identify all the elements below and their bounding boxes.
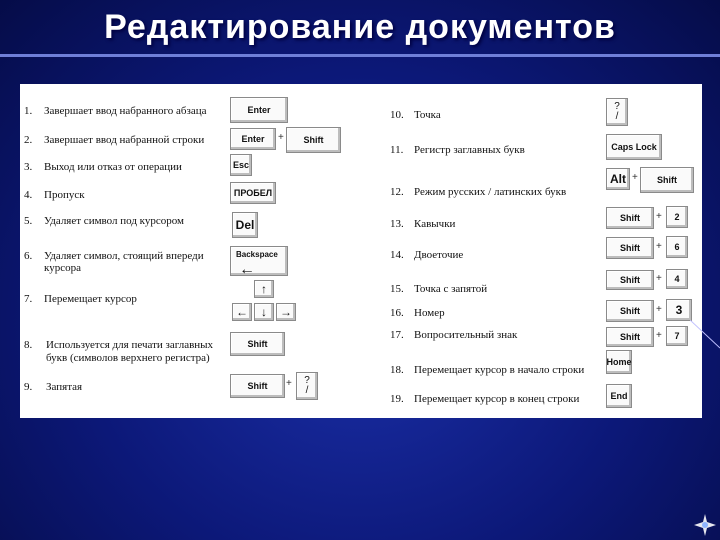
key-shift: Shift (606, 300, 654, 322)
item-number: 7. (24, 293, 33, 305)
item-description: Точка (414, 109, 441, 121)
key-question-slash: ? / (606, 98, 628, 126)
key-arrow-up: ↑ (254, 280, 274, 298)
item-number: 15. (390, 283, 404, 295)
key-shift: Shift (606, 237, 654, 259)
key-enter: Enter (230, 97, 288, 123)
key-shift: Shift (640, 167, 694, 193)
key-enter: Enter (230, 128, 276, 150)
title-underline (0, 54, 720, 57)
item-description: Перемещает курсор в начало строки (414, 364, 585, 376)
slide-title: Редактирование документов (104, 8, 616, 46)
decorative-line (690, 320, 720, 360)
plus-sign: + (656, 241, 662, 252)
key-alt: Alt (606, 168, 630, 190)
shortcut-table-panel (20, 84, 702, 418)
key-arrow-right: → (276, 303, 296, 321)
item-description: Номер (414, 307, 445, 319)
key-4: 4 (666, 269, 688, 289)
plus-sign: + (632, 172, 638, 183)
key-question-slash: ? / (296, 372, 318, 400)
plus-sign: + (278, 132, 284, 143)
plus-sign: + (656, 211, 662, 222)
item-description: Перемещает курсор (44, 293, 137, 305)
item-number: 12. (390, 186, 404, 198)
item-description: Завершает ввод набранной строки (44, 134, 205, 146)
item-description: Удаляет символ под курсором (44, 215, 184, 227)
key-arrow-left: ← (232, 303, 252, 321)
item-number: 2. (24, 134, 33, 146)
item-description: Точка с запятой (414, 283, 488, 295)
item-number: 19. (390, 393, 404, 405)
plus-sign: + (656, 304, 662, 315)
key-shift: Shift (286, 127, 341, 153)
item-description: Завершает ввод набранного абзаца (44, 105, 207, 117)
key-2: 2 (666, 206, 688, 228)
item-number: 5. (24, 215, 33, 227)
item-number: 3. (24, 161, 33, 173)
item-description: Запятая (46, 381, 83, 393)
key-shift: Shift (606, 270, 654, 290)
key-space: ПРОБЕЛ (230, 182, 276, 204)
key-caps-lock: Caps Lock (606, 134, 662, 160)
key-arrow-down: ↓ (254, 303, 274, 321)
item-number: 18. (390, 364, 404, 376)
key-del: Del (232, 212, 258, 238)
item-description: Выход или отказ от операции (44, 161, 182, 173)
plus-sign: + (286, 378, 292, 389)
item-number: 16. (390, 307, 404, 319)
key-end: End (606, 384, 632, 408)
key-shift: Shift (606, 207, 654, 229)
item-description: Вопросительный знак (414, 329, 518, 341)
key-6: 6 (666, 236, 688, 258)
item-description: Регистр заглавных букв (414, 144, 525, 156)
item-description: Двоеточие (414, 249, 464, 261)
item-number: 10. (390, 109, 404, 121)
key-shift: Shift (606, 327, 654, 347)
item-number: 11. (390, 144, 404, 156)
plus-sign: + (656, 273, 662, 284)
item-description: Пропуск (44, 189, 85, 201)
item-number: 13. (390, 218, 404, 230)
item-description: Кавычки (414, 218, 456, 230)
key-esc: Esc (230, 154, 252, 176)
item-description-cont: курсора (44, 262, 81, 274)
item-description-cont: букв (символов верхнего регистра) (46, 352, 210, 364)
item-description: Удаляет символ, стоящий впереди (44, 250, 204, 262)
item-number: 14. (390, 249, 404, 261)
key-7: 7 (666, 326, 688, 346)
item-number: 17. (390, 329, 404, 341)
item-number: 6. (24, 250, 33, 262)
arrow-left-icon: ← (239, 261, 255, 278)
key-backspace: Backspace ← (230, 246, 288, 276)
item-description: Перемещает курсор в конец строки (414, 393, 580, 405)
item-number: 4. (24, 189, 33, 201)
key-3: 3 (666, 299, 692, 321)
item-number: 1. (24, 105, 33, 117)
item-number: 9. (24, 381, 33, 393)
item-description: Режим русских / латинских букв (414, 186, 567, 198)
item-number: 8. (24, 339, 33, 351)
plus-sign: + (656, 330, 662, 341)
key-shift: Shift (230, 332, 285, 356)
key-home: Home (606, 350, 632, 374)
key-shift: Shift (230, 374, 285, 398)
item-description: Используется для печати заглавных (46, 339, 214, 351)
sparkle-icon (694, 514, 716, 536)
